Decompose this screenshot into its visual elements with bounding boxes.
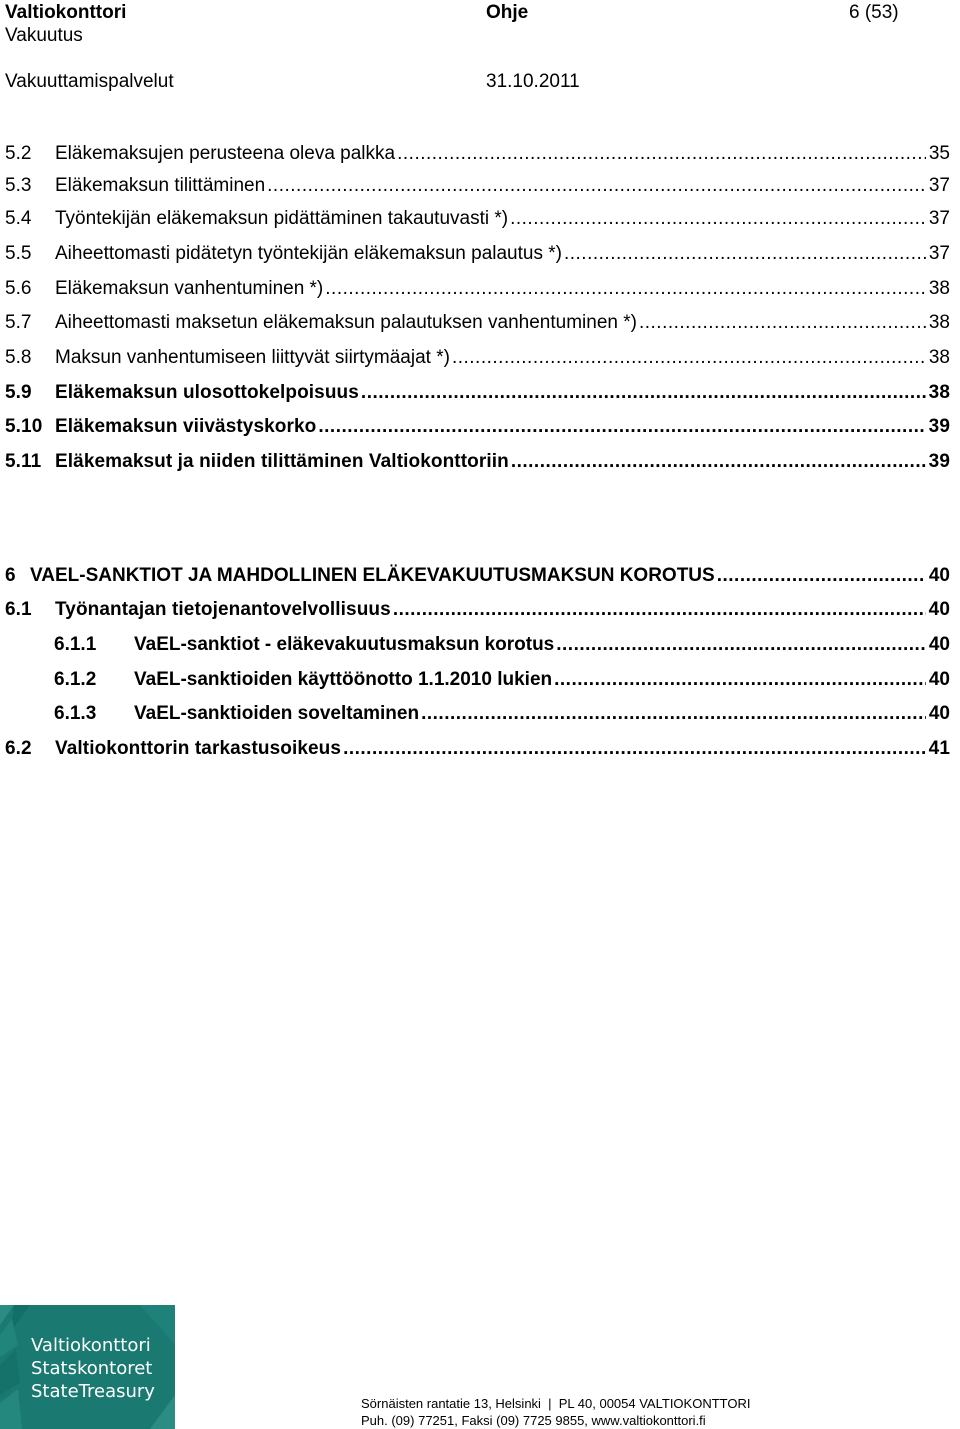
toc-leader bbox=[717, 564, 926, 588]
toc-title: VaEL-sanktioiden soveltaminen bbox=[134, 703, 420, 724]
header-doc-type: Ohje bbox=[486, 2, 529, 23]
toc-entry[interactable] bbox=[5, 311, 950, 335]
toc-page: 38 bbox=[928, 347, 950, 368]
toc-entry[interactable] bbox=[54, 633, 950, 657]
toc-page: 40 bbox=[928, 669, 950, 690]
header-department: Vakuutus bbox=[5, 25, 83, 46]
toc-page: 38 bbox=[928, 278, 950, 299]
logo-line-fi: Valtiokonttori bbox=[31, 1335, 151, 1356]
toc-title: VAEL-SANKTIOT JA MAHDOLLINEN ELÄKEVAKUUTUSMAKSUN KOROTUS bbox=[30, 565, 715, 586]
toc-leader bbox=[556, 633, 926, 657]
toc-number: 5.11 bbox=[5, 451, 42, 472]
toc-leader bbox=[564, 242, 926, 266]
toc-page: 37 bbox=[928, 175, 950, 196]
toc-page: 38 bbox=[928, 382, 950, 403]
toc-entry[interactable] bbox=[5, 564, 950, 588]
toc-page: 39 bbox=[928, 416, 950, 437]
toc-entry[interactable] bbox=[5, 737, 950, 761]
toc-page: 40 bbox=[928, 565, 950, 586]
toc-leader bbox=[267, 174, 926, 198]
toc-entry[interactable] bbox=[5, 174, 950, 198]
toc-number: 5.4 bbox=[5, 208, 32, 229]
toc-title: Eläkemaksut ja niiden tilittäminen Valtiokonttoriin bbox=[55, 451, 509, 472]
toc-number: 5.7 bbox=[5, 312, 32, 333]
footer bbox=[361, 1395, 750, 1429]
toc-title: Eläkemaksun ulosottokelpoisuus bbox=[55, 382, 359, 403]
header-page-number: 6 (53) bbox=[849, 2, 899, 23]
toc-leader bbox=[511, 450, 926, 474]
toc-entry[interactable] bbox=[54, 702, 950, 726]
header-org: Valtiokonttori bbox=[5, 2, 127, 23]
toc-entry[interactable] bbox=[5, 242, 950, 266]
toc-page: 35 bbox=[928, 143, 950, 164]
logo-line-en: StateTreasury bbox=[31, 1381, 155, 1402]
toc-number: 6.1.3 bbox=[54, 703, 97, 724]
toc-page: 40 bbox=[928, 599, 950, 620]
toc-leader bbox=[325, 277, 926, 301]
toc-page: 37 bbox=[928, 243, 950, 264]
toc-title: Maksun vanhentumiseen liittyvät siirtymäajat *) bbox=[55, 347, 450, 368]
toc-number: 6 bbox=[5, 565, 16, 586]
toc-page: 39 bbox=[928, 451, 950, 472]
toc-title: Eläkemaksun tilittäminen bbox=[55, 175, 266, 196]
toc-number: 6.1 bbox=[5, 599, 32, 620]
toc-leader bbox=[393, 598, 926, 622]
toc-number: 5.9 bbox=[5, 382, 32, 403]
header-date: 31.10.2011 bbox=[486, 71, 580, 92]
toc-entry[interactable] bbox=[5, 598, 950, 622]
toc-number: 6.1.1 bbox=[54, 634, 97, 655]
toc-leader bbox=[318, 415, 925, 439]
logo-line-sv: Statskontoret bbox=[31, 1358, 153, 1379]
toc-number: 5.5 bbox=[5, 243, 32, 264]
toc-title: Eläkemaksun vanhentuminen *) bbox=[55, 278, 324, 299]
toc-leader bbox=[639, 311, 926, 335]
toc-leader bbox=[421, 702, 926, 726]
toc-number: 5.10 bbox=[5, 416, 43, 437]
toc-entry[interactable] bbox=[5, 450, 950, 474]
toc-entry[interactable] bbox=[54, 668, 950, 692]
toc-leader bbox=[554, 668, 926, 692]
toc-entry[interactable] bbox=[5, 346, 950, 370]
toc-entry[interactable] bbox=[5, 381, 950, 405]
toc-title: Valtiokonttorin tarkastusoikeus bbox=[55, 738, 342, 759]
toc-entry[interactable] bbox=[5, 277, 950, 301]
toc-title: Aiheettomasti maksetun eläkemaksun palautuksen vanhentuminen *) bbox=[55, 312, 637, 333]
toc-number: 6.2 bbox=[5, 738, 32, 759]
toc-title: Eläkemaksun viivästyskorko bbox=[55, 416, 317, 437]
toc-title: Aiheettomasti pidätetyn työntekijän eläkemaksun palautus *) bbox=[55, 243, 562, 264]
toc-number: 6.1.2 bbox=[54, 669, 97, 690]
toc-leader bbox=[397, 142, 926, 166]
valtiokonttori-logo bbox=[0, 1305, 175, 1429]
toc-title: Työnantajan tietojenantovelvollisuus bbox=[55, 599, 391, 620]
toc-title: VaEL-sanktiot - eläkevakuutusmaksun korotus bbox=[134, 634, 555, 655]
toc-number: 5.8 bbox=[5, 347, 32, 368]
toc-title: Työntekijän eläkemaksun pidättäminen takautuvasti *) bbox=[55, 208, 509, 229]
toc-page: 37 bbox=[928, 208, 950, 229]
footer-contact: Puh. (09) 77251, Faksi (09) 7725 9855, www.valtiokonttori.fi bbox=[361, 1413, 706, 1428]
toc-leader bbox=[452, 346, 926, 370]
toc-leader bbox=[361, 381, 926, 405]
toc-entry[interactable] bbox=[5, 142, 950, 166]
toc-number: 5.2 bbox=[5, 143, 32, 164]
toc-page: 40 bbox=[928, 703, 950, 724]
header-unit: Vakuuttamispalvelut bbox=[5, 71, 174, 92]
toc-page: 40 bbox=[928, 634, 950, 655]
toc-number: 5.6 bbox=[5, 278, 32, 299]
toc-page: 41 bbox=[928, 738, 950, 759]
toc-title: VaEL-sanktioiden käyttöönotto 1.1.2010 lukien bbox=[134, 669, 553, 690]
toc-entry[interactable] bbox=[5, 207, 950, 231]
footer-address: Sörnäisten rantatie 13, Helsinki | PL 40, 00054 VALTIOKONTTORI bbox=[361, 1396, 751, 1411]
toc-leader bbox=[343, 737, 926, 761]
toc-number: 5.3 bbox=[5, 175, 32, 196]
toc-page: 38 bbox=[928, 312, 950, 333]
toc-entry[interactable] bbox=[5, 415, 950, 439]
toc-title: Eläkemaksujen perusteena oleva palkka bbox=[55, 143, 396, 164]
toc-leader bbox=[510, 207, 926, 231]
